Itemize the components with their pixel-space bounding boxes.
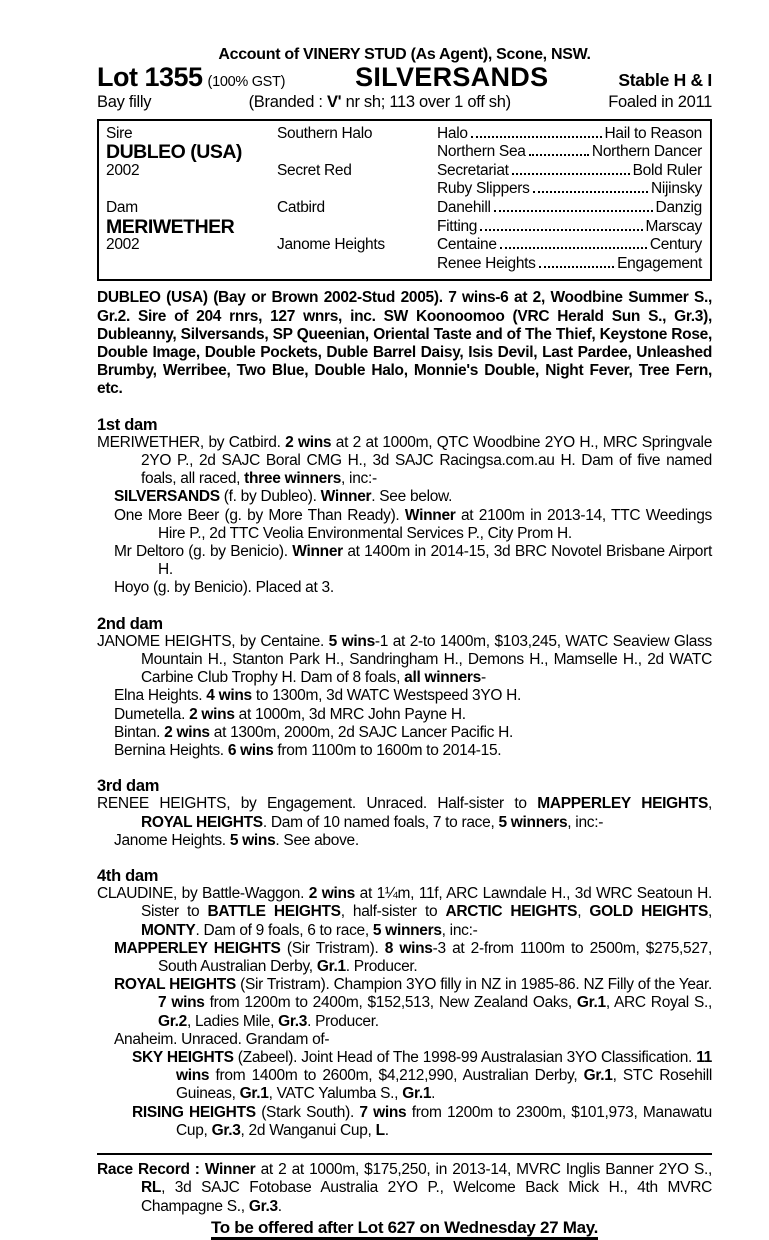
sire-sire: Southern Halo — [277, 124, 373, 142]
ancestor-name: Centaine — [437, 236, 497, 254]
ancestor-row — [437, 236, 702, 255]
ancestor-name: Northern Dancer — [591, 143, 702, 161]
ancestor-name: Renee Heights — [437, 254, 536, 272]
ancestor-row — [437, 199, 702, 218]
ancestor-row — [437, 125, 702, 144]
sex-colour: Bay filly — [97, 93, 152, 112]
sire-dam: Secret Red — [277, 161, 352, 179]
pedigree-paragraph: Bintan. 2 wins at 1300m, 2000m, 2d SAJC Lancer Pacific H. — [114, 723, 514, 741]
foaled-year: Foaled in 2011 — [608, 93, 712, 112]
ancestor-name: Ruby Slippers — [437, 180, 530, 198]
pedigree-paragraph: RISING HEIGHTS (Stark South). 7 wins from 1200m to 2300m, $101,973, Manawatu Cup, Gr.3, 2d Wanganui Cup, L. — [132, 1103, 713, 1139]
pedigree-paragraph: One More Beer (g. by More Than Ready). Winner at 2100m in 2013-14, TTC Weedings Hire P., 2d TTC Veolia Environmental Services P., City Prom H. — [114, 506, 712, 542]
pedigree-paragraph: Mr Deltoro (g. by Benicio). Winner at 1400m in 2014-15, 3d BRC Novotel Brisbane Airport H. — [114, 543, 712, 579]
horse-name: SILVERSANDS — [355, 62, 549, 93]
pedigree-paragraph: SKY HEIGHTS (Zabeel). Joint Head of The 1998-99 Australasian 3YO Classification. 11 wins from 1400m to 2600m, $4,212,990, Australian Derby, Gr.1, STC Rosehill Guineas, Gr.1, VATC Yalumba S., Gr.1. — [132, 1049, 712, 1103]
pedigree-paragraph: Bernina Heights. 6 wins from 1100m to 1600m to 2014-15. — [114, 742, 502, 760]
pedigree-grid — [106, 125, 702, 274]
dam-section-heading: 4th dam — [97, 867, 159, 886]
ancestor-name: Nijinsky — [651, 180, 702, 198]
lot-number: Lot 1355 — [97, 62, 203, 93]
empty-cell — [106, 180, 277, 199]
dot-leader — [512, 173, 630, 175]
pedigree-paragraph: Hoyo (g. by Benicio). Placed at 3. — [114, 579, 334, 597]
dot-leader — [500, 247, 647, 249]
pedigree-paragraph: Janome Heights. 5 wins. See above. — [114, 831, 359, 849]
ancestor-name: Century — [649, 236, 702, 254]
lot-header-row — [97, 62, 712, 93]
dot-leader — [471, 136, 602, 138]
dot-leader — [494, 210, 653, 212]
empty-cell — [277, 255, 437, 274]
pedigree-paragraph: RENEE HEIGHTS, by Engagement. Unraced. Half-sister to MAPPERLEY HEIGHTS, ROYAL HEIGHTS. Dam of 10 named foals, 7 to race, 5 winners, inc:- — [97, 795, 712, 831]
brand-prefix: (Branded : — [248, 93, 327, 112]
ancestor-row — [437, 143, 702, 162]
dam-section-heading: 2nd dam — [97, 614, 163, 633]
dam-section-heading: 1st dam — [97, 415, 158, 434]
pedigree-paragraph: MERIWETHER, by Catbird. 2 wins at 2 at 1000m, QTC Woodbine 2YO H., MRC Springvale 2YO P., 2d SAJC Boral CMG H., 3d SAJC Racingsa.com.au H. Dam of five named foals, all raced, three winners, inc:- — [97, 433, 713, 488]
pedigree-paragraph: JANOME HEIGHTS, by Centaine. 5 wins-1 at 2-to 1400m, $103,245, WATC Seaview Glass Mountain H., Stanton Park H., Sandringham H., Demons H., Mamselle H., 2d WATC Carbine Club Trophy H. Dam of 8 foals, all winners- — [97, 632, 712, 687]
ancestor-row — [437, 162, 702, 181]
ancestor-row — [437, 218, 702, 237]
empty-cell — [277, 143, 437, 162]
pedigree-paragraph: SILVERSANDS (f. by Dubleo). Winner. See below. — [114, 488, 453, 506]
sire-year: 2002 — [106, 161, 140, 179]
ancestor-name: Northern Sea — [437, 143, 526, 161]
empty-cell — [106, 255, 277, 274]
footer — [97, 1219, 712, 1238]
sire-name: DUBLEO (USA) — [106, 141, 242, 164]
dam-year: 2002 — [106, 236, 140, 254]
dot-leader — [533, 191, 648, 193]
dot-leader — [529, 154, 589, 156]
empty-cell — [277, 180, 437, 199]
brand-suffix: nr sh; 113 over 1 off sh) — [341, 93, 511, 112]
sire-summary-paragraph: DUBLEO (USA) (Bay or Brown 2002-Stud 2005). 7 wins-6 at 2, Woodbine Summer S., Gr.2. Sire of 204 rnrs, 127 wnrs, inc. SW Koonoomoo (VRC Herald Sun S., Gr.3), Dubleanny, Silversands, SP Queenian, Oriental Taste and of The Thief, Keystone Rose, Double Image, Double Pockets, Duble Barrel Daisy, Isis Devil, Last Pardee, Unleashed Brumby, Werribee, Two Blue, Double Halo, Monnie's Double, Night Fever, Tree Fern, etc. — [97, 289, 712, 398]
pedigree-table — [97, 119, 712, 282]
dam-dam: Janome Heights — [277, 236, 385, 254]
dot-leader — [480, 229, 642, 231]
ancestor-name: Secretariat — [437, 161, 509, 179]
brand-description — [249, 93, 511, 111]
ancestor-name: Marscay — [645, 217, 702, 235]
dot-leader — [539, 266, 614, 268]
description-row — [97, 93, 712, 111]
pedigree-paragraph: ROYAL HEIGHTS (Sir Tristram). Champion 3YO filly in NZ in 1985-86. NZ Filly of the Year. 7 wins from 1200m to 2400m, $152,513, New Zealand Oaks, Gr.1, ARC Royal S., Gr.2, Ladies Mile, Gr.3. Producer. — [114, 976, 712, 1030]
race-record-divider — [97, 1153, 712, 1155]
ancestor-name: Bold Ruler — [632, 161, 702, 179]
ancestor-name: Engagement — [617, 254, 702, 272]
ancestor-row — [437, 255, 702, 274]
dam-section-heading: 3rd dam — [97, 777, 160, 796]
offering-note: To be offered after Lot 627 on Wednesday 27 May. — [211, 1218, 598, 1240]
stable-label: Stable H & I — [618, 70, 712, 91]
dam-label: Dam — [106, 198, 138, 216]
ancestor-name: Danzig — [655, 198, 702, 216]
gst-note: (100% GST) — [207, 74, 286, 91]
ancestor-name: Danehill — [437, 198, 491, 216]
ancestor-row — [437, 180, 702, 199]
lot-group — [97, 62, 286, 93]
pedigree-paragraph: Elna Heights. 4 wins to 1300m, 3d WATC Westspeed 3YO H. — [114, 687, 522, 705]
dam-sections — [97, 416, 712, 1141]
ancestor-name: Fitting — [437, 217, 478, 235]
sire-label: Sire — [106, 124, 133, 142]
dam-sire: Catbird — [277, 198, 325, 216]
ancestor-name: Hail to Reason — [604, 124, 702, 142]
pedigree-paragraph: CLAUDINE, by Battle-Waggon. 2 wins at 1¼m, 11f, ARC Lawndale H., 3d WRC Seatoun H. Sister to BATTLE HEIGHTS, half-sister to ARCTIC HEIGHTS, GOLD HEIGHTS, MONTY. Dam of 9 foals, 6 to race, 5 winners, inc:- — [97, 885, 712, 939]
pedigree-paragraph: MAPPERLEY HEIGHTS (Sir Tristram). 8 wins-3 at 2-from 1100m to 2500m, $275,527, South Australian Derby, Gr.1. Producer. — [114, 939, 712, 976]
empty-cell — [277, 218, 437, 237]
pedigree-paragraph: Dumetella. 2 wins at 1000m, 3d MRC John Payne H. — [114, 705, 466, 723]
ancestor-name: Halo — [437, 124, 468, 142]
dam-name: MERIWETHER — [106, 215, 235, 238]
pedigree-paragraph: Anaheim. Unraced. Grandam of- — [114, 1030, 330, 1048]
race-record-paragraph: Race Record : Winner at 2 at 1000m, $175,250, in 2013-14, MVRC Inglis Banner 2YO S., RL, 3d SAJC Fotobase Australia 2YO P., Welcome Back Mick H., 4th MVRC Champagne S., Gr.3. — [97, 1161, 712, 1215]
brand-mark: Vʹ — [326, 93, 342, 112]
account-line: Account of VINERY STUD (As Agent), Scone, NSW. — [218, 46, 591, 63]
